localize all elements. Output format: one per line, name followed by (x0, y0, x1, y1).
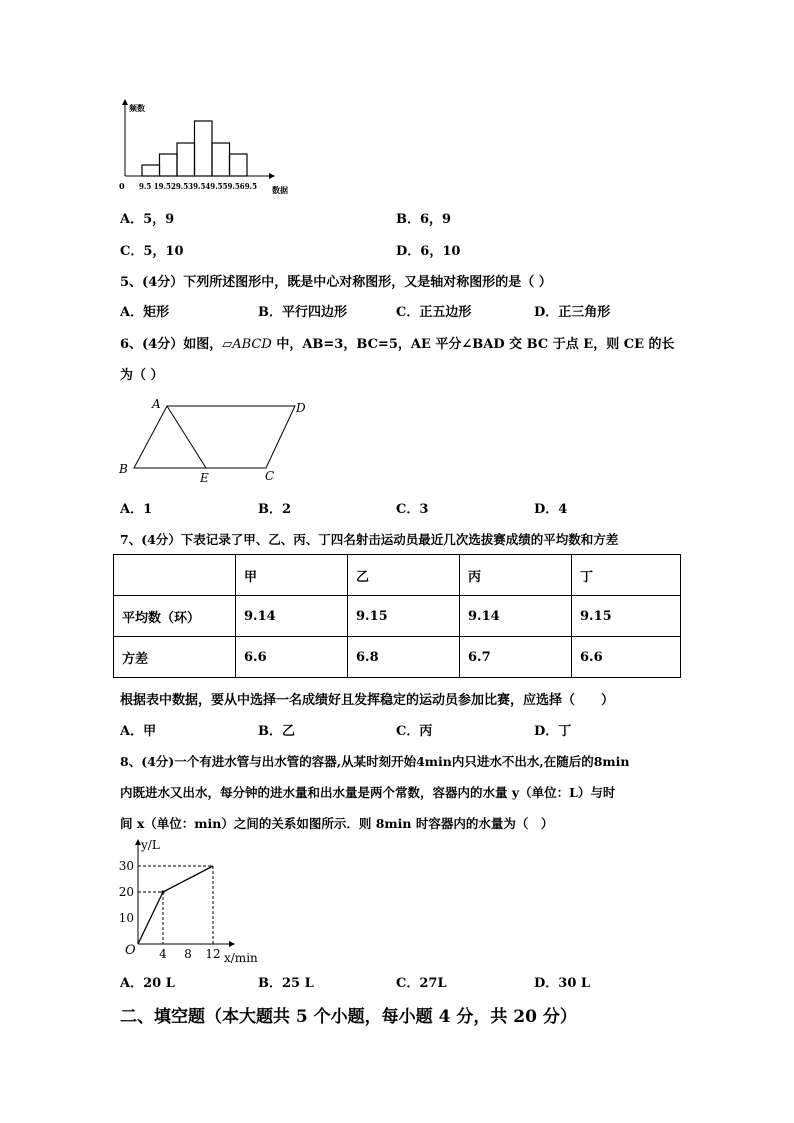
table-cell: 平均数（环） (114, 596, 236, 637)
q5-question: 5、(4分）下列所述图形中，既是中心对称图形，又是轴对称图形的是（ ） (120, 275, 552, 290)
histogram-bar (177, 143, 195, 176)
q8-option-c[interactable]: C．27L (396, 976, 447, 991)
graph-x-tick-label: 12 (205, 947, 221, 961)
graph-point (161, 890, 164, 893)
histogram-bar (160, 154, 178, 176)
q5-option-d[interactable]: D．正三角形 (534, 305, 611, 320)
table-header-cell: 丙 (460, 555, 572, 596)
vertex-a-label: A (152, 397, 161, 411)
graph-layer (119, 838, 258, 964)
table-header-row (114, 555, 681, 596)
vertex-b-label: B (119, 462, 128, 476)
histogram-bar (195, 121, 213, 176)
q6-parallelogram: ▱ABCD (222, 337, 272, 352)
graph-x-tick-label: 4 (159, 947, 167, 961)
graph-y-tick-label: 20 (118, 885, 134, 899)
q7-option-d[interactable]: D．丁 (534, 724, 572, 739)
graph-x-axis-label: x/min (224, 951, 258, 964)
table-cell: 6.8 (348, 637, 460, 678)
q8-question-line3: 间 x（单位：min）之间的关系如图所示．则 8min 时容器内的水量为（ ） (120, 816, 554, 831)
table-header-cell: 甲 (236, 555, 348, 596)
table-row (114, 596, 681, 637)
table-cell: 6.6 (572, 637, 681, 678)
table-header-cell: 乙 (348, 555, 460, 596)
table-cell: 6.6 (236, 637, 348, 678)
histogram-bar (230, 154, 248, 176)
graph-x-tick-label: 8 (184, 947, 192, 961)
parallelogram-figure (112, 392, 322, 486)
parallelogram-abcd (134, 406, 295, 468)
score-table (113, 554, 681, 678)
q5-option-a[interactable]: A．矩形 (120, 305, 170, 320)
q6-rest: 中，AB=3，BC=5，AE 平分∠BAD 交 BC 于点 E，则 CE 的长 (271, 337, 675, 352)
q8-question-line1: 8、(4分)一个有进水管与出水管的容器,从某时刻开始4min内只进水不出水,在随后的8min (120, 754, 630, 769)
q6-option-d[interactable]: D．4 (534, 502, 568, 517)
table-cell: 9.15 (348, 596, 460, 637)
vertex-c-label: C (265, 469, 275, 483)
graph-origin-label: O (125, 943, 136, 958)
q6-option-c[interactable]: C．3 (396, 502, 429, 517)
q5-option-c[interactable]: C．正五边形 (396, 305, 472, 320)
q8-option-b[interactable]: B．25 L (258, 976, 314, 991)
table-cell: 9.14 (460, 596, 572, 637)
graph-y-axis-label: y/L (141, 838, 160, 852)
q8-option-a[interactable]: A．20 L (120, 976, 175, 991)
graph-y-tick-label: 30 (118, 859, 134, 873)
q4-option-c[interactable]: C．5，10 (120, 244, 184, 259)
q6-option-a[interactable]: A．1 (120, 502, 153, 517)
histogram-tick-labels: 9.5 19.529.539.549.559.569.5 (139, 181, 257, 191)
graph-y-tick-label: 10 (118, 911, 134, 925)
table-cell: 9.14 (236, 596, 348, 637)
table-header-cell: 丁 (572, 555, 681, 596)
histogram-bars (142, 121, 247, 176)
graph-line-segment (163, 866, 213, 892)
q5-option-b[interactable]: B．平行四边形 (258, 305, 347, 320)
water-volume-graph (112, 836, 272, 964)
graph-line-segment (138, 892, 163, 944)
q7-option-a[interactable]: A．甲 (120, 724, 157, 739)
q4-option-d[interactable]: D．6，10 (396, 244, 461, 259)
q4-option-b[interactable]: B．6，9 (396, 212, 452, 227)
q6-prefix: 6、(4分）如图， (120, 337, 223, 352)
histogram-bar (212, 143, 230, 176)
q6-question-line2: 为（ ） (120, 368, 164, 383)
q8-option-d[interactable]: D．30 L (534, 976, 591, 991)
segment-ae (167, 406, 206, 468)
table-cell: 6.7 (460, 637, 572, 678)
table-header-cell (114, 555, 236, 596)
q7-question: 7、(4分）下表记录了甲、乙、丙、丁四名射击运动员最近几次选拔赛成绩的平均数和方差 (120, 532, 619, 547)
q6-question-line1 (120, 333, 675, 352)
histogram-origin: 0 (119, 181, 125, 191)
q7-option-c[interactable]: C．丙 (396, 724, 433, 739)
section-title: 二、填空题（本大题共 5 个小题，每小题 4 分，共 20 分） (120, 1007, 577, 1027)
table-cell: 方差 (114, 637, 236, 678)
q6-option-b[interactable]: B．2 (258, 502, 292, 517)
histogram-ylabel: 频数 (129, 103, 145, 113)
q4-option-a[interactable]: A．5，9 (120, 212, 175, 227)
histogram-figure (112, 96, 302, 200)
histogram-bar (142, 165, 160, 176)
table-row (114, 637, 681, 678)
q7-followup: 根据表中数据，要从中选择一名成绩好且发挥稳定的运动员参加比赛，应选择（ ） (120, 693, 615, 708)
vertex-d-label: D (296, 401, 306, 415)
table-cell: 9.15 (572, 596, 681, 637)
q7-option-b[interactable]: B．乙 (258, 724, 295, 739)
q8-question-line2: 内既进水又出水，每分钟的进水量和出水量是两个常数，容器内的水量 y（单位：L）与时 (120, 785, 616, 800)
point-e-label: E (200, 471, 209, 485)
histogram-xlabel: 数据 (272, 185, 288, 195)
